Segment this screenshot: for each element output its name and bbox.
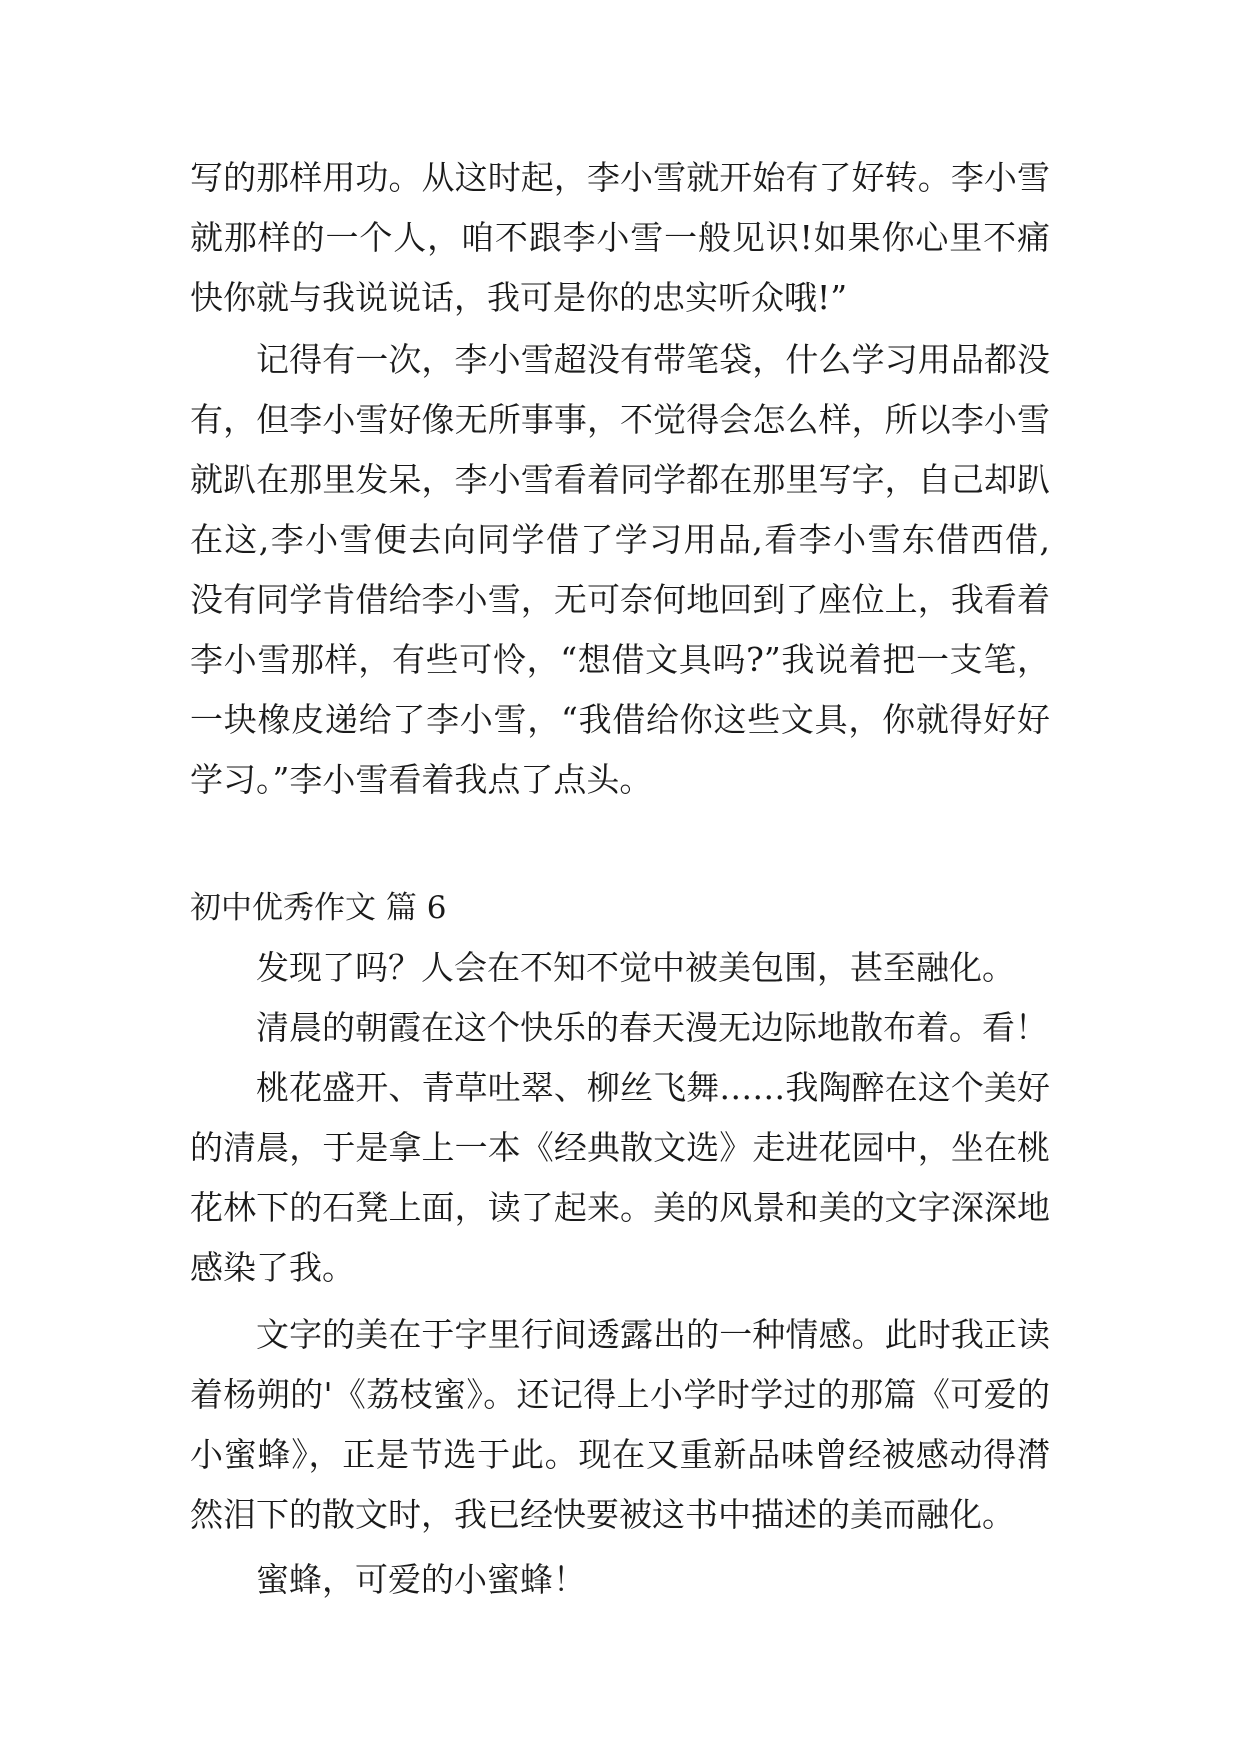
text-line: 就趴在那里发呆，李小雪看着同学都在那里写字，自己却趴 xyxy=(190,460,1050,499)
text-line: 记得有一次，李小雪超没有带笔袋，什么学习用品都没 xyxy=(256,340,1050,379)
text-line: 写的那样用功。从这时起，李小雪就开始有了好转。李小雪 xyxy=(190,158,1050,197)
text-line: 发现了吗？人会在不知不觉中被美包围，甚至融化。 xyxy=(256,948,1015,987)
text-line: 小蜜蜂》，正是节选于此。现在又重新品味曾经被感动得潸 xyxy=(190,1435,1050,1474)
text-line: 清晨的朝霞在这个快乐的春天漫无边际地散布着。看！ xyxy=(256,1008,1048,1047)
text-line: 李小雪那样，有些可怜，“想借文具吗?”我说着把一支笔， xyxy=(190,640,1050,679)
text-line: 快你就与我说说话，我可是你的忠实听众哦!” xyxy=(190,278,848,317)
text-line: 就那样的一个人，咱不跟李小雪一般见识!如果你心里不痛 xyxy=(190,218,1050,257)
text-line: 文字的美在于字里行间透露出的一种情感。此时我正读 xyxy=(256,1315,1050,1354)
text-line: 蜜蜂，可爱的小蜜蜂！ xyxy=(256,1560,586,1599)
text-line: 花林下的石凳上面，读了起来。美的风景和美的文字深深地 xyxy=(190,1188,1050,1227)
text-line: 桃花盛开、青草吐翠、柳丝飞舞……我陶醉在这个美好 xyxy=(256,1068,1050,1107)
text-line: 学习。”李小雪看着我点了点头。 xyxy=(190,760,653,799)
text-line: 的清晨，于是拿上一本《经典散文选》走进花园中，坐在桃 xyxy=(190,1128,1050,1167)
section-heading: 初中优秀作文 篇 6 xyxy=(190,890,447,926)
text-line: 有，但李小雪好像无所事事，不觉得会怎么样，所以李小雪 xyxy=(190,400,1050,439)
text-line: 没有同学肯借给李小雪，无可奈何地回到了座位上，我看着 xyxy=(190,580,1050,619)
text-line: 着杨朔的'《荔枝蜜》。还记得上小学时学过的那篇《可爱的 xyxy=(190,1375,1050,1414)
text-line: 一块橡皮递给了李小雪，“我借给你这些文具，你就得好好 xyxy=(190,700,1050,739)
text-line: 然泪下的散文时，我已经快要被这书中描述的美而融化。 xyxy=(190,1495,1015,1534)
text-line: 在这,李小雪便去向同学借了学习用品,看李小雪东借西借, xyxy=(190,520,1050,559)
text-line: 感染了我。 xyxy=(190,1248,355,1287)
